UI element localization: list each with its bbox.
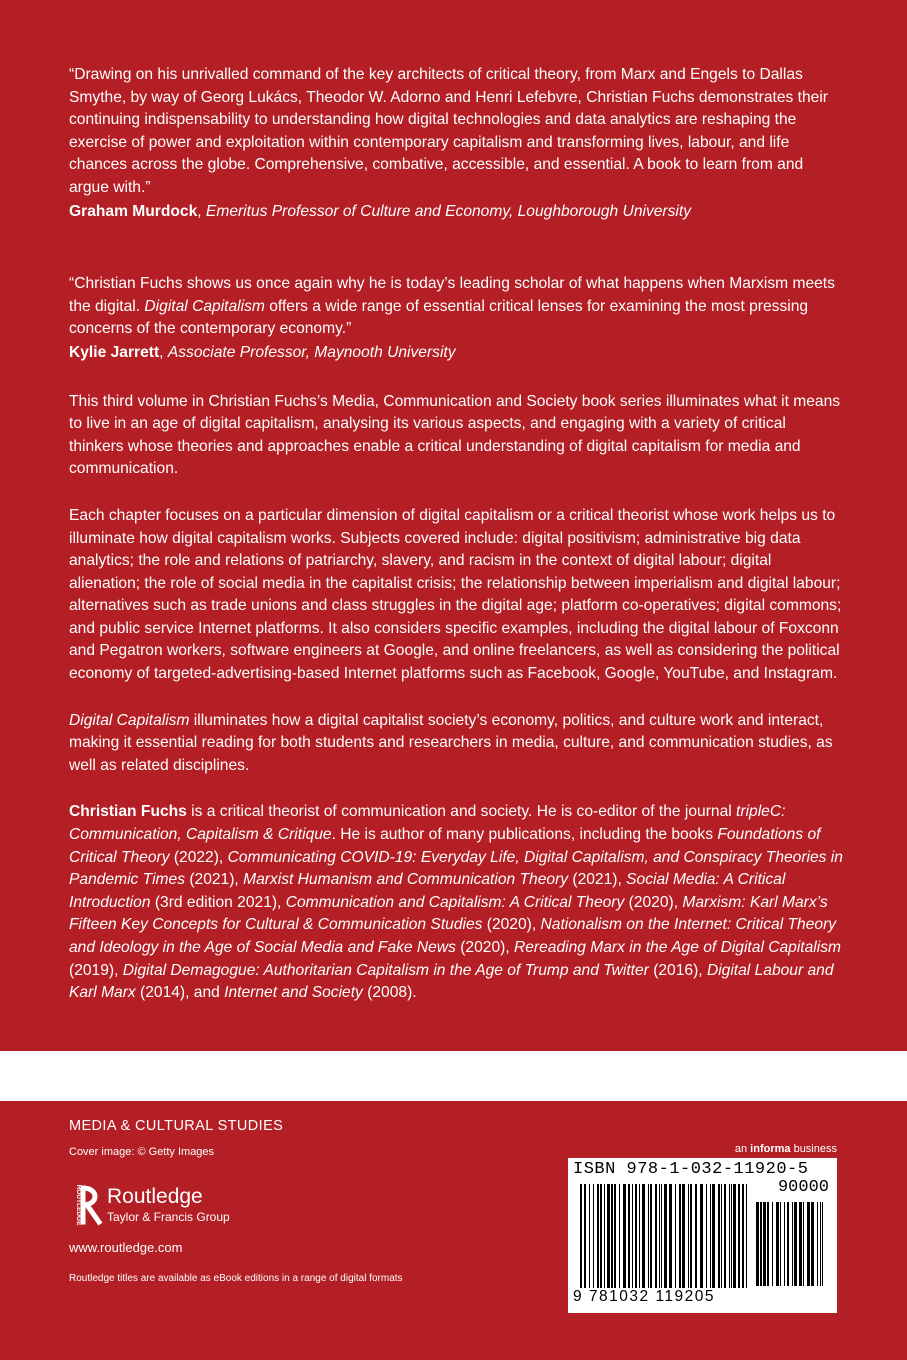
- barcode-bar: [614, 1184, 616, 1288]
- barcode-bar: [792, 1202, 793, 1286]
- barcode-bar: [729, 1184, 730, 1288]
- quote-text: “Christian Fuchs shows us once again why he is today’s leading scholar of what happens when Marxism meets the digital. Digital Capitalism offers a wide range of essential critical lenses for examining the most pressing concerns of the contemporary economy.”: [69, 275, 835, 338]
- barcode-bar: [772, 1202, 773, 1286]
- barcode-bar: [650, 1184, 652, 1288]
- barcode-bar: [822, 1202, 823, 1286]
- description-paragraph-2: Each chapter focuses on a particular dimension of digital capitalism or a critical theorist whose work helps us to illuminate how digital capitalism works. Subjects covered include: digital positivism; administrative big data analytics; the role and relations of patriarchy, slavery, and racism in the context of digital labour; digital alienation; the role of social media in the capitalist crisis; the relationship between imperialism and digital labour; alternatives such as trade unions and class struggles in the digital age; platform co-operatives; digital commons; and public service Internet platforms. It also considers specific examples, including the digital labour of Foxconn and Pegatron workers, software engineers at Google, and online freelancers, as well as considering the political economy of targeted-advertising-based Internet platforms such as Facebook, Google, YouTube, and Instagram.: [69, 506, 842, 683]
- quote-affiliation: Associate Professor, Maynooth University: [167, 343, 456, 361]
- quote-attribution: Graham Murdock, Emeritus Professor of Culture and Economy, Loughborough University: [69, 202, 692, 220]
- price-code: 90000: [777, 1178, 829, 1197]
- barcode-bar: [628, 1184, 630, 1288]
- barcode-bar: [690, 1184, 692, 1288]
- publisher-website: www.routledge.com: [69, 1240, 183, 1255]
- barcode-bar: [784, 1202, 785, 1286]
- barcode-bar: [682, 1184, 685, 1288]
- barcode-bar: [742, 1184, 744, 1288]
- routledge-logo: [69, 1184, 469, 1226]
- barcode-bar: [642, 1184, 645, 1288]
- barcode-bar: [718, 1184, 720, 1288]
- barcode-bar: [675, 1184, 676, 1288]
- barcode-bar: [619, 1184, 620, 1288]
- barcode-bars-addon: [756, 1202, 826, 1286]
- barcode-bar: [760, 1202, 762, 1286]
- publisher-name: Routledge: [107, 1185, 203, 1208]
- barcode-bar: [780, 1202, 781, 1286]
- cover-credit: Cover image: © Getty Images: [69, 1146, 215, 1158]
- barcode-bar: [655, 1184, 657, 1288]
- barcode-bar: [611, 1184, 613, 1288]
- author-bio: Christian Fuchs is a critical theorist of communication and society. He is co-editor of the journal tripleC: Communication, Capitalism & Critique. He is author of many publications, including the books Foundations of Critical Theory (2022), Communicating COVID-19: Everyday Life, Digital Capitalism, and Conspiracy Theories in Pandemic Times (2021), Marxist Humanism and Communication Theory (2021), Social Media: A Critical Introduction (3rd edition 2021), Communication and Capitalism: A Critical Theory (2020), Marxism: Karl Marx’s Fifteen Key Concepts for Cultural & Communication Studies (2020), Nationalism on the Internet: Critical Theory and Ideology in the Age of Social Media and Fake News (2020), Rereading Marx in the Age of Digital Capitalism (2019), Digital Demagogue: Authoritarian Capitalism in the Age of Trump and Twitter (2016), Digital Labour and Karl Marx (2014), and Internet and Society (2008).: [69, 803, 843, 1002]
- barcode-bar: [600, 1184, 602, 1288]
- barcode-bar: [695, 1184, 697, 1288]
- barcode-bar: [580, 1184, 582, 1288]
- barcode-bar: [776, 1202, 779, 1286]
- endorsement-murdock: [69, 64, 844, 223]
- barcode-bar: [635, 1184, 637, 1288]
- quote-author: Kylie Jarrett: [69, 343, 160, 361]
- ean-digits: 9 781032 119205: [573, 1288, 716, 1305]
- publisher-group: Taylor & Francis Group: [107, 1210, 230, 1224]
- routledge-logo-icon: [69, 1184, 103, 1226]
- author-name: Christian Fuchs: [69, 803, 187, 821]
- barcode-bar: [659, 1184, 660, 1288]
- barcode-bar: [688, 1184, 689, 1288]
- quote-attribution: Kylie Jarrett, Associate Professor, Maynooth University: [69, 343, 456, 361]
- barcode-bar: [724, 1184, 726, 1288]
- quote-affiliation: Emeritus Professor of Culture and Economy, Loughborough University: [205, 202, 692, 220]
- barcode-bar: [731, 1184, 732, 1288]
- barcode-bar: [721, 1184, 722, 1288]
- white-divider-band: [0, 1051, 907, 1101]
- description-paragraph-3: Digital Capitalism illuminates how a digital capitalist society’s economy, politics, and culture work and interact, making it essential reading for both students and researchers in media, culture, and communication studies, as well as related disciplines.: [69, 711, 833, 774]
- endorsement-jarrett: [69, 273, 844, 364]
- barcode-bar: [803, 1202, 804, 1286]
- isbn-barcode: [568, 1158, 837, 1313]
- barcode-bar: [669, 1184, 672, 1288]
- informa-tagline: an informa business: [734, 1143, 837, 1155]
- barcode-bar: [593, 1184, 594, 1288]
- barcode-bar: [820, 1202, 821, 1286]
- barcode-bar: [746, 1184, 747, 1288]
- barcode-bar: [597, 1184, 599, 1288]
- series-label: MEDIA & CULTURAL STUDIES: [69, 1118, 284, 1134]
- quote-text: “Drawing on his unrivalled command of the key architects of critical theory, from Marx and Engels to Dallas Smythe, by way of Georg Lukács, Theodor W. Adorno and Henri Lefebvre, Christian Fuchs demonstrates their continuing indispensability to understanding how digital technologies and data analytics are reshaping the exercise of power and exploitation within contemporary capitalism and transforming lives, labour, and life chances across the globe. Comprehensive, combative, accessible, and essential. A book to learn from and argue with.”: [69, 66, 828, 196]
- routledge-vertical-text: ROUTLEDGE: [75, 1184, 82, 1226]
- barcode-bar: [710, 1184, 711, 1288]
- publisher-footer: [69, 1118, 469, 1284]
- barcode-bar: [767, 1202, 769, 1286]
- quote-author: Graham Murdock: [69, 202, 198, 220]
- barcode-bar: [763, 1202, 766, 1286]
- description-paragraph-1: This third volume in Christian Fuchs’s Media, Communication and Society book series illuminates what it means to live in an age of digital capitalism, analysing its various aspects, and engaging with a variety of critical thinkers whose theories and approaches enable a critical understanding of digital capitalism for media and communication.: [69, 392, 841, 478]
- barcode-bar: [661, 1184, 662, 1288]
- barcode-bar: [706, 1184, 707, 1288]
- isbn-number: ISBN 978-1-032-11920-5: [573, 1160, 809, 1179]
- barcode-bar: [799, 1202, 802, 1286]
- barcode-bar: [632, 1184, 633, 1288]
- barcode-bar: [811, 1202, 814, 1286]
- barcode-bar: [733, 1184, 736, 1288]
- barcode-bar: [817, 1202, 818, 1286]
- ebook-note: Routledge titles are available as eBook editions in a range of digital formats: [69, 1273, 403, 1284]
- barcode-bar: [639, 1184, 640, 1288]
- barcode-bar: [807, 1202, 810, 1286]
- barcode-bar: [648, 1184, 649, 1288]
- barcode-bar: [607, 1184, 610, 1288]
- barcode-bar: [679, 1184, 681, 1288]
- barcode-bar: [787, 1202, 789, 1286]
- barcode-bar: [756, 1202, 759, 1286]
- barcode-bar: [584, 1184, 586, 1288]
- barcode-bar: [712, 1184, 715, 1288]
- barcode-bar: [738, 1184, 740, 1288]
- barcode-bar: [589, 1184, 590, 1288]
- barcode-bar: [604, 1184, 605, 1288]
- barcode-bar: [794, 1202, 797, 1286]
- back-cover-text: [69, 64, 844, 1005]
- barcode-bars-main: [580, 1184, 750, 1288]
- barcode-bar: [623, 1184, 626, 1288]
- barcode-bar: [664, 1184, 667, 1288]
- barcode-bar: [700, 1184, 703, 1288]
